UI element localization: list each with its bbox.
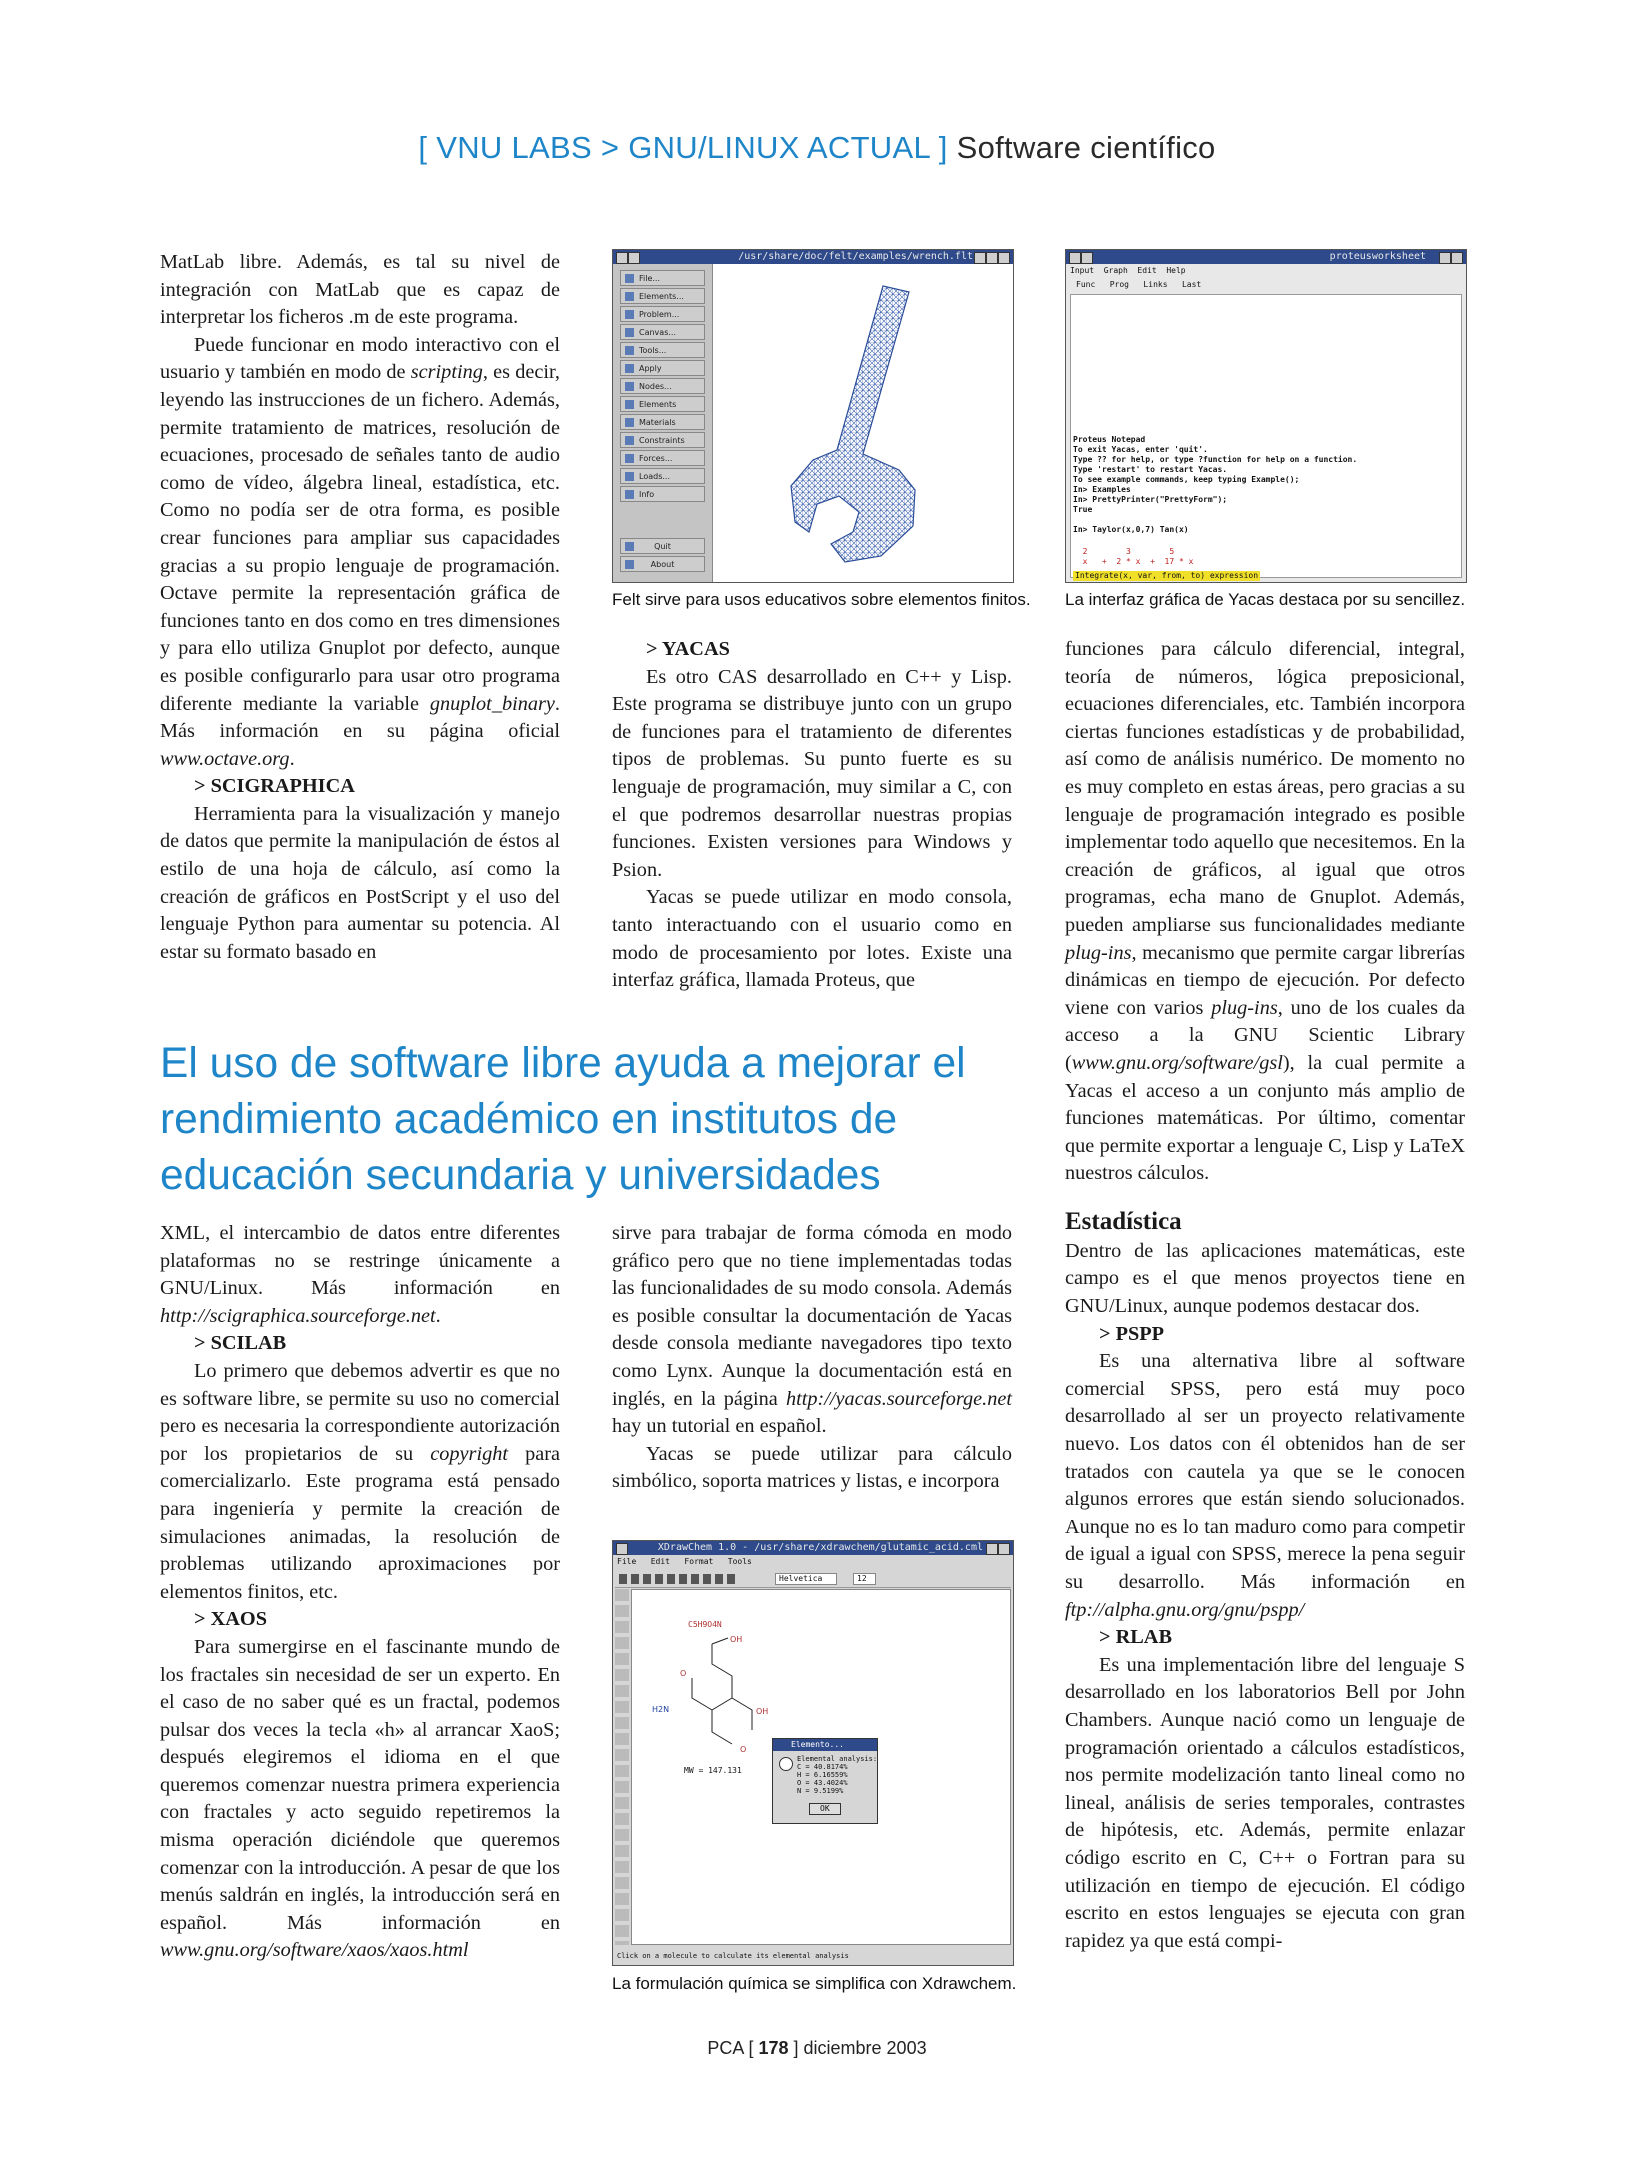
subheading: > PSPP xyxy=(1099,1322,1165,1345)
svg-text:OH: OH xyxy=(730,1635,743,1644)
felt-tool-button[interactable]: Info xyxy=(620,486,705,502)
wrench-mesh xyxy=(713,264,1013,582)
section-heading: Estadística xyxy=(1065,1207,1182,1235)
xdraw-toolbar xyxy=(615,1571,1011,1588)
paragraph: Herramienta para la visualización y manejo de datos que permite la manipulación de éstos al estilo de una hoja de cálculo, así como la creación de gráficos en PostScript y el uso del lenguaje Python para aumentar su potencia. Al estar su formato basado en xyxy=(160,802,560,963)
section-topic: Software científico xyxy=(956,130,1216,165)
elemental-dialog xyxy=(772,1738,878,1824)
xdraw-titlebar xyxy=(613,1541,1013,1555)
xdraw-formula: C5H9O4N xyxy=(688,1620,722,1629)
svg-text:H2N: H2N xyxy=(652,1705,670,1714)
svg-text:O: O xyxy=(740,1745,747,1754)
yacas-window-title: proteusworksheet xyxy=(1329,251,1426,262)
yacas-output: Proteus Notepad To exit Yacas, enter 'quit'. Type ?? for help, or type ?function for help on a function. Type 'restart' to restart Yacas. To see example commands, keep typing Example(); In> Examples In> PrettyPrinter("PrettyForm"); True In> Taylor(x,0,7) Tan(x) xyxy=(1073,435,1358,534)
felt-screenshot xyxy=(612,249,1014,583)
elemental-ok-button[interactable]: OK xyxy=(809,1803,841,1815)
subheading: > RLAB xyxy=(1099,1626,1172,1649)
elemental-dialog-title: Elemento... xyxy=(791,1740,844,1749)
page-footer: PCA [ 178 ] diciembre 2003 xyxy=(707,2038,927,2058)
felt-about-button[interactable]: About xyxy=(620,556,705,572)
yacas-titlebar xyxy=(1066,250,1466,264)
elemental-analysis-text: Elemental analysis: C = 40.8174% H = 6.16559% O = 43.4024% N = 9.5199% xyxy=(797,1755,878,1795)
paragraph: MatLab libre. Además, es tal su nivel de integración con MatLab que es capaz de interpretar los ficheros .m de este programa. xyxy=(160,251,560,329)
footer-page-number: 178 xyxy=(758,2038,789,2058)
column-2-bottom xyxy=(612,1220,1012,1496)
column-2-top xyxy=(612,636,1012,995)
svg-text:OH: OH xyxy=(756,1707,769,1716)
felt-tool-button[interactable]: File... xyxy=(620,270,705,286)
footer-date: diciembre 2003 xyxy=(803,2038,927,2058)
footer-magazine: PCA xyxy=(707,2038,744,2058)
paragraph: Lo primero que debemos advertir es que no es software libre, se permite su uso no comercial pero es necesaria la correspondiente autorización por los propietarios de su copyright para comercializarlo. Este programa está pensado para ingeniería y permite la creación de simulaciones animadas, la resolución de problemas utilizando aproximaciones por elementos finitos, etc. xyxy=(160,1359,560,1603)
xdraw-size-select[interactable]: 12 xyxy=(853,1573,876,1585)
molecule-structure xyxy=(652,1634,792,1764)
felt-tool-button[interactable]: Forces... xyxy=(620,450,705,466)
yacas-notepad: Proteus Notepad To exit Yacas, enter 'quit'. Type ?? for help, or type ?function for help on a function. Type 'restart' to restart Yacas. To see example commands, keep typing Example(); In> Examples In> PrettyPrinter("PrettyForm"); True In> Taylor(x,0,7) Tan(x) 2 3 5 x + 2 * x + 17 * x Integrate(x, var, from, to) expression xyxy=(1070,294,1462,578)
felt-canvas xyxy=(713,264,1013,582)
felt-tool-button[interactable]: Elements... xyxy=(620,288,705,304)
xdraw-window-title: XDrawChem 1.0 - /usr/share/xdrawchem/glutamic_acid.cml xyxy=(657,1542,983,1553)
info-icon xyxy=(779,1757,793,1771)
column-1-top xyxy=(160,249,560,966)
column-1-bottom xyxy=(160,1220,560,1965)
felt-quit-button[interactable]: Quit xyxy=(620,538,705,554)
felt-tool-button[interactable]: Problem... xyxy=(620,306,705,322)
yacas-caption: La interfaz gráfica de Yacas destaca por su sencillez. xyxy=(1065,590,1466,609)
paragraph: Yacas se puede utilizar para cálculo simbólico, soporta matrices y listas, e incorpora xyxy=(612,1442,1012,1493)
felt-tool-button[interactable]: Canvas... xyxy=(620,324,705,340)
pull-quote: El uso de software libre ayuda a mejorar el rendimiento académico en institutos de educación secundaria y universidades xyxy=(160,1040,966,1199)
felt-titlebar xyxy=(613,250,1013,264)
paragraph: Yacas se puede utilizar en modo consola, tanto interactuando con el usuario como en modo de procesamiento por lotes. Existe una interfaz gráfica, llamada Proteus, que xyxy=(612,886,1012,992)
xdrawchem-screenshot xyxy=(612,1540,1014,1966)
xdraw-tool-palette[interactable] xyxy=(615,1589,629,1945)
felt-window-title: /usr/share/doc/felt/examples/wrench.flt xyxy=(738,251,973,262)
xdraw-font-select[interactable]: Helvetica xyxy=(775,1573,837,1585)
paragraph: Es otro CAS desarrollado en C++ y Lisp. Este programa se distribuye junto con un grupo de funciones para el tratamiento de diferentes tipos de problemas. Su punto fuerte es su lenguaje de programación, muy similar a C, con el que podremos desarrollar nuestras propias funciones. Existen versiones para Windows y Psion. xyxy=(612,665,1012,881)
subheading: > SCIGRAPHICA xyxy=(194,775,355,798)
xdraw-statusbar: Click on a molecule to calculate its elemental analysis xyxy=(617,1952,849,1960)
paragraph: sirve para trabajar de forma cómoda en modo gráfico pero que no tiene implementadas todas las funcionalidades de su modo consola. Además es posible consultar la documentación de Yacas desde consola mediante navegadores tipo texto como Lynx. Aunque la documentación está en inglés, en la página http://yacas.sourceforge.net hay un tutorial en español. xyxy=(612,1222,1012,1438)
subheading: > YACAS xyxy=(646,638,730,660)
felt-tool-button[interactable]: Materials xyxy=(620,414,705,430)
xdraw-canvas xyxy=(631,1589,1011,1945)
paragraph: funciones para cálculo diferencial, integral, teoría de números, lógica preposicional, ecuaciones diferenciales, etc. También incorpora ciertas funciones estadísticas y de probabilidad, así como de análisis numérico. De momento no es muy completo en estas áreas, pero gracias a su lenguaje de programación integrado es posible implementar todo aquello que necesitemos. En la creación de gráficos, al igual que otros programas, echa mano de Gnuplot. Además, pueden ampliarse sus funcionalidades mediante plug-ins, mecanismo que permite cargar librerías dinámicas en tiempo de ejecución. Por defecto viene con varios plug-ins, uno de los cuales da acceso a la GNU Scientic Library (www.gnu.org/software/gsl), la cual permite a Yacas el acceso a un conjunto más amplio de funciones matemáticas. Por último, comentar que permite exportar a lenguaje C, Lisp y LaTeX nuestros cálculos. xyxy=(1065,638,1465,1185)
xdraw-caption: La formulación química se simplifica con Xdrawchem. xyxy=(612,1974,1017,1993)
felt-tool-button[interactable]: Tools... xyxy=(620,342,705,358)
paragraph: Puede funcionar en modo interactivo con el usuario y también en modo de scripting, es decir, leyendo las instrucciones de un fichero. Además, permite tratamiento de matrices, resolución de ecuaciones, procesado de señales tanto de audio como de vídeo, álgebra lineal, estadística, etc. Como no podía ser de otra forma, es posible crear funciones para ampliar sus capacidades gracias a su propio lenguaje de programación. Octave permite la representación gráfica de funciones tanto en dos como en tres dimensiones y para ello utiliza Gnuplot por defecto, aunque es posible configurarlo para usar otro programa diferente mediante la variable gnuplot_binary. Más información en su página oficial www.octave.org. xyxy=(160,333,560,770)
paragraph: Es una implementación libre del lenguaje S desarrollado en los laboratorios Bell por John Chambers. Aunque nació como un lenguaje de programación orientado a cálculos estadísticos, nos permite modelización tanto lineal como no lineal, análisis de series temporales, contrastes de hipótesis, etc. Además, permite enlazar código escrito en C, C++ o Fortran para su utilización en tiempo de ejecución. El código escrito en estos lenguajes se ejecuta con gran rapidez ya que está compi- xyxy=(1065,1653,1465,1952)
yacas-menubar[interactable]: Input Graph Edit Help xyxy=(1070,266,1186,275)
paragraph: XML, el intercambio de datos entre diferentes plataformas no se restringe únicamente a GNU/Linux. Más información en http://scigraphica.sourceforge.net. xyxy=(160,1222,560,1327)
felt-tool-button[interactable]: Apply xyxy=(620,360,705,376)
xdraw-mw: MW = 147.131 xyxy=(684,1766,742,1775)
subheading: > XAOS xyxy=(194,1608,267,1631)
running-header xyxy=(0,130,1634,166)
felt-tool-button[interactable]: Loads... xyxy=(620,468,705,484)
felt-tool-button[interactable]: Nodes... xyxy=(620,378,705,394)
felt-caption: Felt sirve para usos educativos sobre elementos finitos. xyxy=(612,590,1031,609)
felt-button-panel xyxy=(613,264,713,582)
yacas-input-line[interactable]: Integrate(x, var, from, to) expression xyxy=(1075,571,1259,580)
felt-tool-button[interactable]: Elements xyxy=(620,396,705,412)
paragraph: Dentro de las aplicaciones matemáticas, este campo es el que menos proyectos tiene en GNU/Linux, aunque podemos destacar dos. xyxy=(1065,1239,1465,1318)
yacas-screenshot xyxy=(1065,249,1467,583)
svg-text:O: O xyxy=(680,1669,687,1678)
felt-tool-button[interactable]: Constraints xyxy=(620,432,705,448)
yacas-tabs[interactable]: Func Prog Links Last xyxy=(1076,280,1202,289)
paragraph: Para sumergirse en el fascinante mundo de los fractales sin necesidad de ser un experto. En el caso de no saber qué es un fractal, podemos pulsar dos veces la tecla «h» al arrancar XaoS; después elegiremos el idioma en el que queremos comenzar nuestra primera experiencia con fractales y acto seguido repetiremos la misma operación diciéndole que queremos comenzar con la introducción. A pesar de que los menús saldrán en inglés, la introducción será en español. Más información en www.gnu.org/software/xaos/xaos.html xyxy=(160,1635,560,1962)
column-3 xyxy=(1065,636,1465,1955)
xdraw-menubar[interactable]: File Edit Format Tools xyxy=(617,1557,752,1566)
subheading: > SCILAB xyxy=(194,1332,287,1355)
section-path: [ VNU LABS > GNU/LINUX ACTUAL ] xyxy=(418,130,948,165)
paragraph: Es una alternativa libre al software comercial SPSS, pero está muy poco desarrollado al ser un proyecto relativamente nuevo. Los datos con él obtenidos han de ser tratados con cautela ya que se le conocen algunos errores que están siendo solucionados. Aunque no es lo tan maduro como para competir de igual a igual con SPSS, merece la pena seguir su desarrollo. Más información en ftp://alpha.gnu.org/gnu/pspp/ xyxy=(1065,1350,1465,1621)
